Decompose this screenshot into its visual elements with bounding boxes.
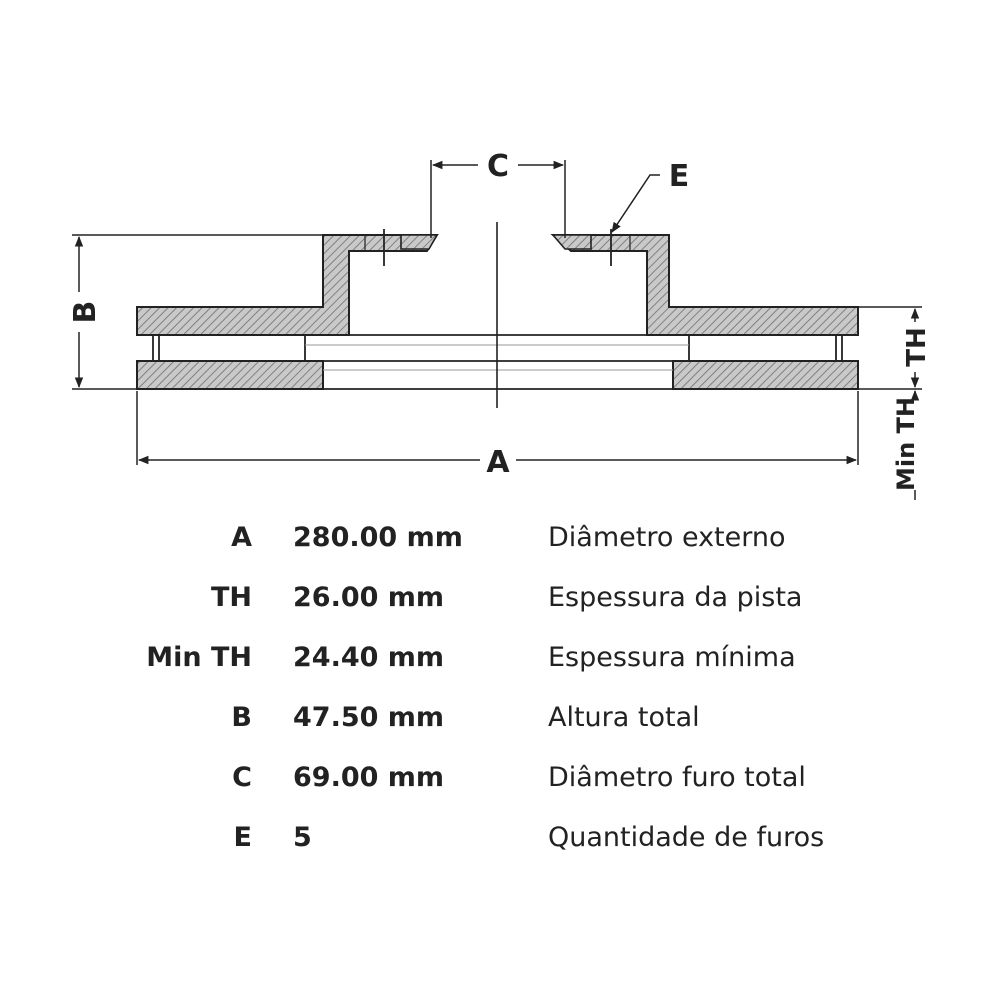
spec-key: E: [233, 822, 252, 853]
spec-key: B: [231, 702, 252, 733]
spec-key: A: [231, 522, 252, 553]
spec-key: TH: [210, 582, 252, 613]
label-b: B: [68, 300, 103, 324]
spec-value: 26.00 mm: [293, 582, 445, 613]
spec-description: Altura total: [548, 702, 700, 733]
label-th: TH: [902, 327, 932, 367]
spec-value: 5: [293, 822, 312, 853]
spec-value: 69.00 mm: [293, 762, 445, 793]
label-min-th: Min TH: [892, 396, 920, 492]
spec-value: 24.40 mm: [293, 642, 445, 673]
hub-flange: [401, 235, 591, 249]
spec-key: C: [232, 762, 252, 793]
spec-row-b: [0, 688, 1000, 748]
spec-row-min-th: [0, 628, 1000, 688]
spec-row-a: [0, 508, 1000, 568]
spec-row-c: [0, 748, 1000, 808]
spec-description: Diâmetro externo: [548, 522, 786, 553]
spec-value: 280.00 mm: [293, 522, 463, 553]
spec-row-th: [0, 568, 1000, 628]
spec-row-e: [0, 808, 1000, 868]
label-e: E: [668, 159, 690, 194]
spec-description: Diâmetro furo total: [548, 762, 806, 793]
spec-description: Quantidade de furos: [548, 822, 825, 853]
spec-description: Espessura mínima: [548, 642, 796, 673]
spec-key: Min TH: [146, 642, 252, 673]
spec-description: Espessura da pista: [548, 582, 803, 613]
dimension-e-leader: [612, 175, 660, 232]
label-a: A: [486, 445, 510, 480]
spec-value: 47.50 mm: [293, 702, 445, 733]
label-c: C: [486, 149, 510, 184]
